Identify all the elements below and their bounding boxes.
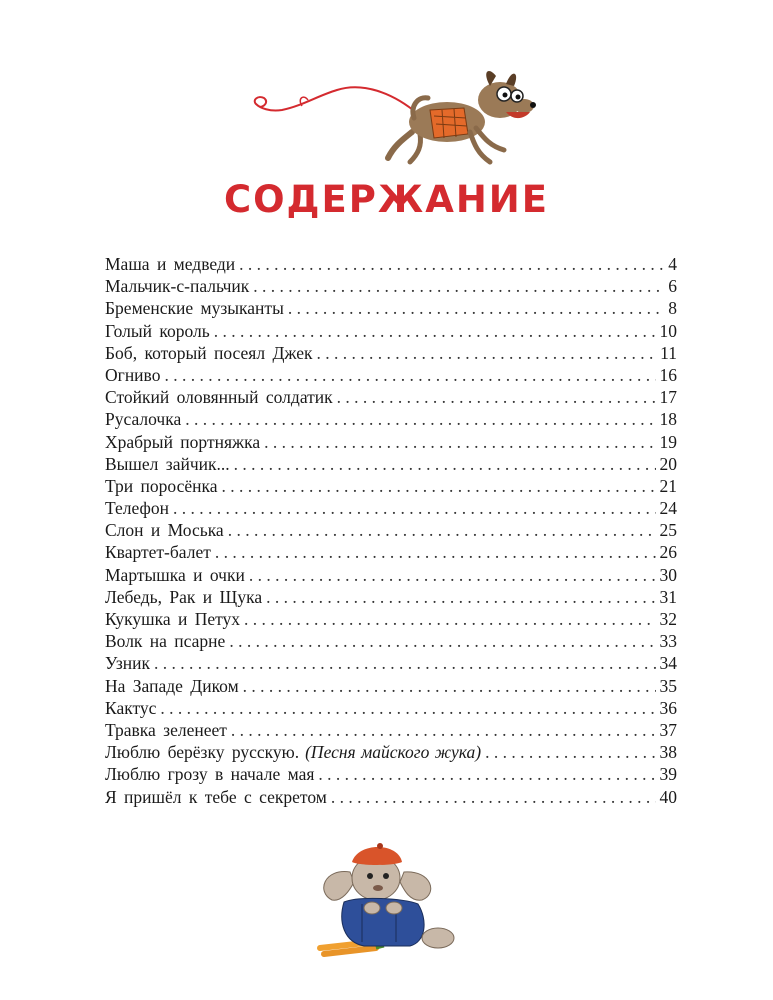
toc-entry (105, 386, 677, 408)
toc-entry-title: Кактус (105, 697, 157, 718)
toc-entry-page-number: 40 (659, 786, 677, 807)
toc-dot-leader (318, 763, 655, 785)
page-title: СОДЕРЖАНИЕ (223, 178, 550, 221)
toc-entry (105, 719, 677, 741)
toc-entry (105, 364, 677, 386)
toc-entry (105, 652, 677, 674)
toc-dot-leader (164, 364, 655, 386)
toc-entry (105, 408, 677, 430)
toc-entry (105, 741, 677, 763)
toc-entry-title: Кукушка и Петух (105, 609, 241, 629)
toc-entry-title: Волк на псарне (105, 631, 226, 652)
toc-entry-page-number: 39 (659, 764, 677, 785)
toc-entry-title: Квартет-балет (105, 542, 211, 563)
toc-dot-leader (154, 652, 656, 674)
toc-entry-title: Три поросёнка (105, 475, 218, 496)
toc-dot-leader (331, 786, 656, 808)
toc-entry-title: Телефон (105, 498, 169, 519)
toc-entry-page-number: 34 (659, 653, 677, 674)
toc-dot-leader (231, 719, 656, 741)
toc-dot-leader (228, 519, 656, 541)
toc-dot-leader (244, 608, 655, 630)
toc-dot-leader (317, 342, 657, 364)
toc-entry (105, 497, 677, 519)
toc-entry-page-number: 6 (668, 276, 677, 297)
toc-dot-leader (215, 541, 656, 563)
toc-entry (105, 431, 677, 453)
toc-entry-title: Узник (105, 653, 150, 674)
toc-entry (105, 541, 677, 563)
toc-dot-leader (266, 586, 655, 608)
toc-entry (105, 630, 677, 652)
toc-entry-page-number: 18 (659, 409, 677, 430)
toc-dot-leader (239, 253, 663, 275)
toc-entry-title: Храбрый портняжка (105, 431, 261, 452)
toc-dot-leader (160, 697, 655, 719)
toc-dot-leader (185, 408, 655, 430)
toc-entry-title: Стойкий оловянный солдатик (105, 387, 333, 408)
toc-entry (105, 475, 677, 497)
toc-entry-page-number: 4 (668, 254, 677, 274)
toc-entry-title: Мартышка и очки (105, 564, 245, 585)
toc-entry (105, 697, 677, 719)
toc-dot-leader (221, 475, 655, 497)
toc-entry (105, 275, 677, 297)
toc-entry-page-number: 10 (659, 320, 677, 341)
toc-entry (105, 453, 677, 475)
toc-entry-title: Боб, который посеял Джек (105, 342, 313, 363)
toc-entry-title: Бременские музыканты (105, 298, 284, 319)
toc-dot-leader (234, 453, 656, 475)
toc-entry-title: На Западе Диком (105, 675, 239, 696)
toc-entry-page-number: 24 (659, 498, 677, 519)
toc-dot-leader (229, 630, 655, 652)
toc-dot-leader (337, 386, 656, 408)
toc-dot-leader (173, 497, 656, 519)
toc-entry-title: Люблю грозу в начале мая (105, 764, 315, 785)
toc-entry-note: (Песня майского жука) (305, 742, 482, 763)
toc-entry-page-number: 30 (659, 564, 677, 585)
toc-dot-leader (288, 297, 663, 319)
toc-entry-page-number: 32 (659, 609, 677, 629)
toc-entry-title: Мальчик-с-пальчик (105, 276, 250, 297)
toc-entry-page-number: 25 (659, 520, 677, 541)
toc-entry-page-number: 26 (659, 542, 677, 563)
toc-entry (105, 586, 677, 608)
toc-entry-title: Лебедь, Рак и Щука (105, 586, 263, 607)
toc-entry-title: Огниво (105, 364, 161, 385)
toc-entry (105, 320, 677, 342)
toc-entry-title: Русалочка (105, 409, 182, 430)
toc-entry (105, 342, 677, 364)
toc-entry-page-number: 16 (659, 364, 677, 385)
toc-entry (105, 297, 677, 319)
toc-entry-page-number: 20 (659, 453, 677, 474)
toc-dot-leader (253, 275, 663, 297)
toc-entry-page-number: 11 (660, 342, 677, 363)
toc-entry (105, 763, 677, 785)
toc-entry-page-number: 36 (659, 697, 677, 718)
toc-entry-page-number: 33 (659, 631, 677, 652)
running-dog-illustration (242, 62, 542, 172)
toc-dot-leader (249, 564, 656, 586)
toc-dot-leader (243, 675, 656, 697)
toc-entry-title: Травка зеленеет (105, 719, 227, 740)
toc-entry-page-number: 8 (668, 298, 677, 319)
bunny-with-carrots-illustration (314, 842, 464, 960)
toc-dot-leader (214, 320, 656, 342)
toc-entry (105, 675, 677, 697)
toc-entry-title: Люблю берёзку русскую. (105, 742, 300, 763)
toc-entry (105, 519, 677, 541)
toc-entry-title: Маша и медведи (105, 254, 236, 274)
toc-dot-leader (264, 431, 655, 453)
toc-entry-title: Вышел зайчик... (105, 453, 230, 474)
toc-entry-page-number: 38 (659, 742, 677, 763)
toc-entry-page-number: 17 (659, 387, 677, 408)
toc-entry-page-number: 21 (659, 475, 677, 496)
toc-dot-leader (485, 741, 655, 763)
toc-entry (105, 253, 677, 275)
toc-entry (105, 786, 677, 808)
toc-entry (105, 564, 677, 586)
toc-entry-page-number: 19 (659, 431, 677, 452)
toc-entry-page-number: 37 (659, 719, 677, 740)
table-of-contents (105, 253, 677, 808)
toc-entry-title: Слон и Моська (105, 520, 224, 541)
toc-entry-page-number: 35 (659, 675, 677, 696)
toc-entry-title: Я пришёл к тебе с секретом (105, 786, 327, 807)
toc-entry-page-number: 31 (659, 586, 677, 607)
toc-entry-title: Голый король (105, 320, 210, 341)
toc-entry (105, 608, 677, 630)
